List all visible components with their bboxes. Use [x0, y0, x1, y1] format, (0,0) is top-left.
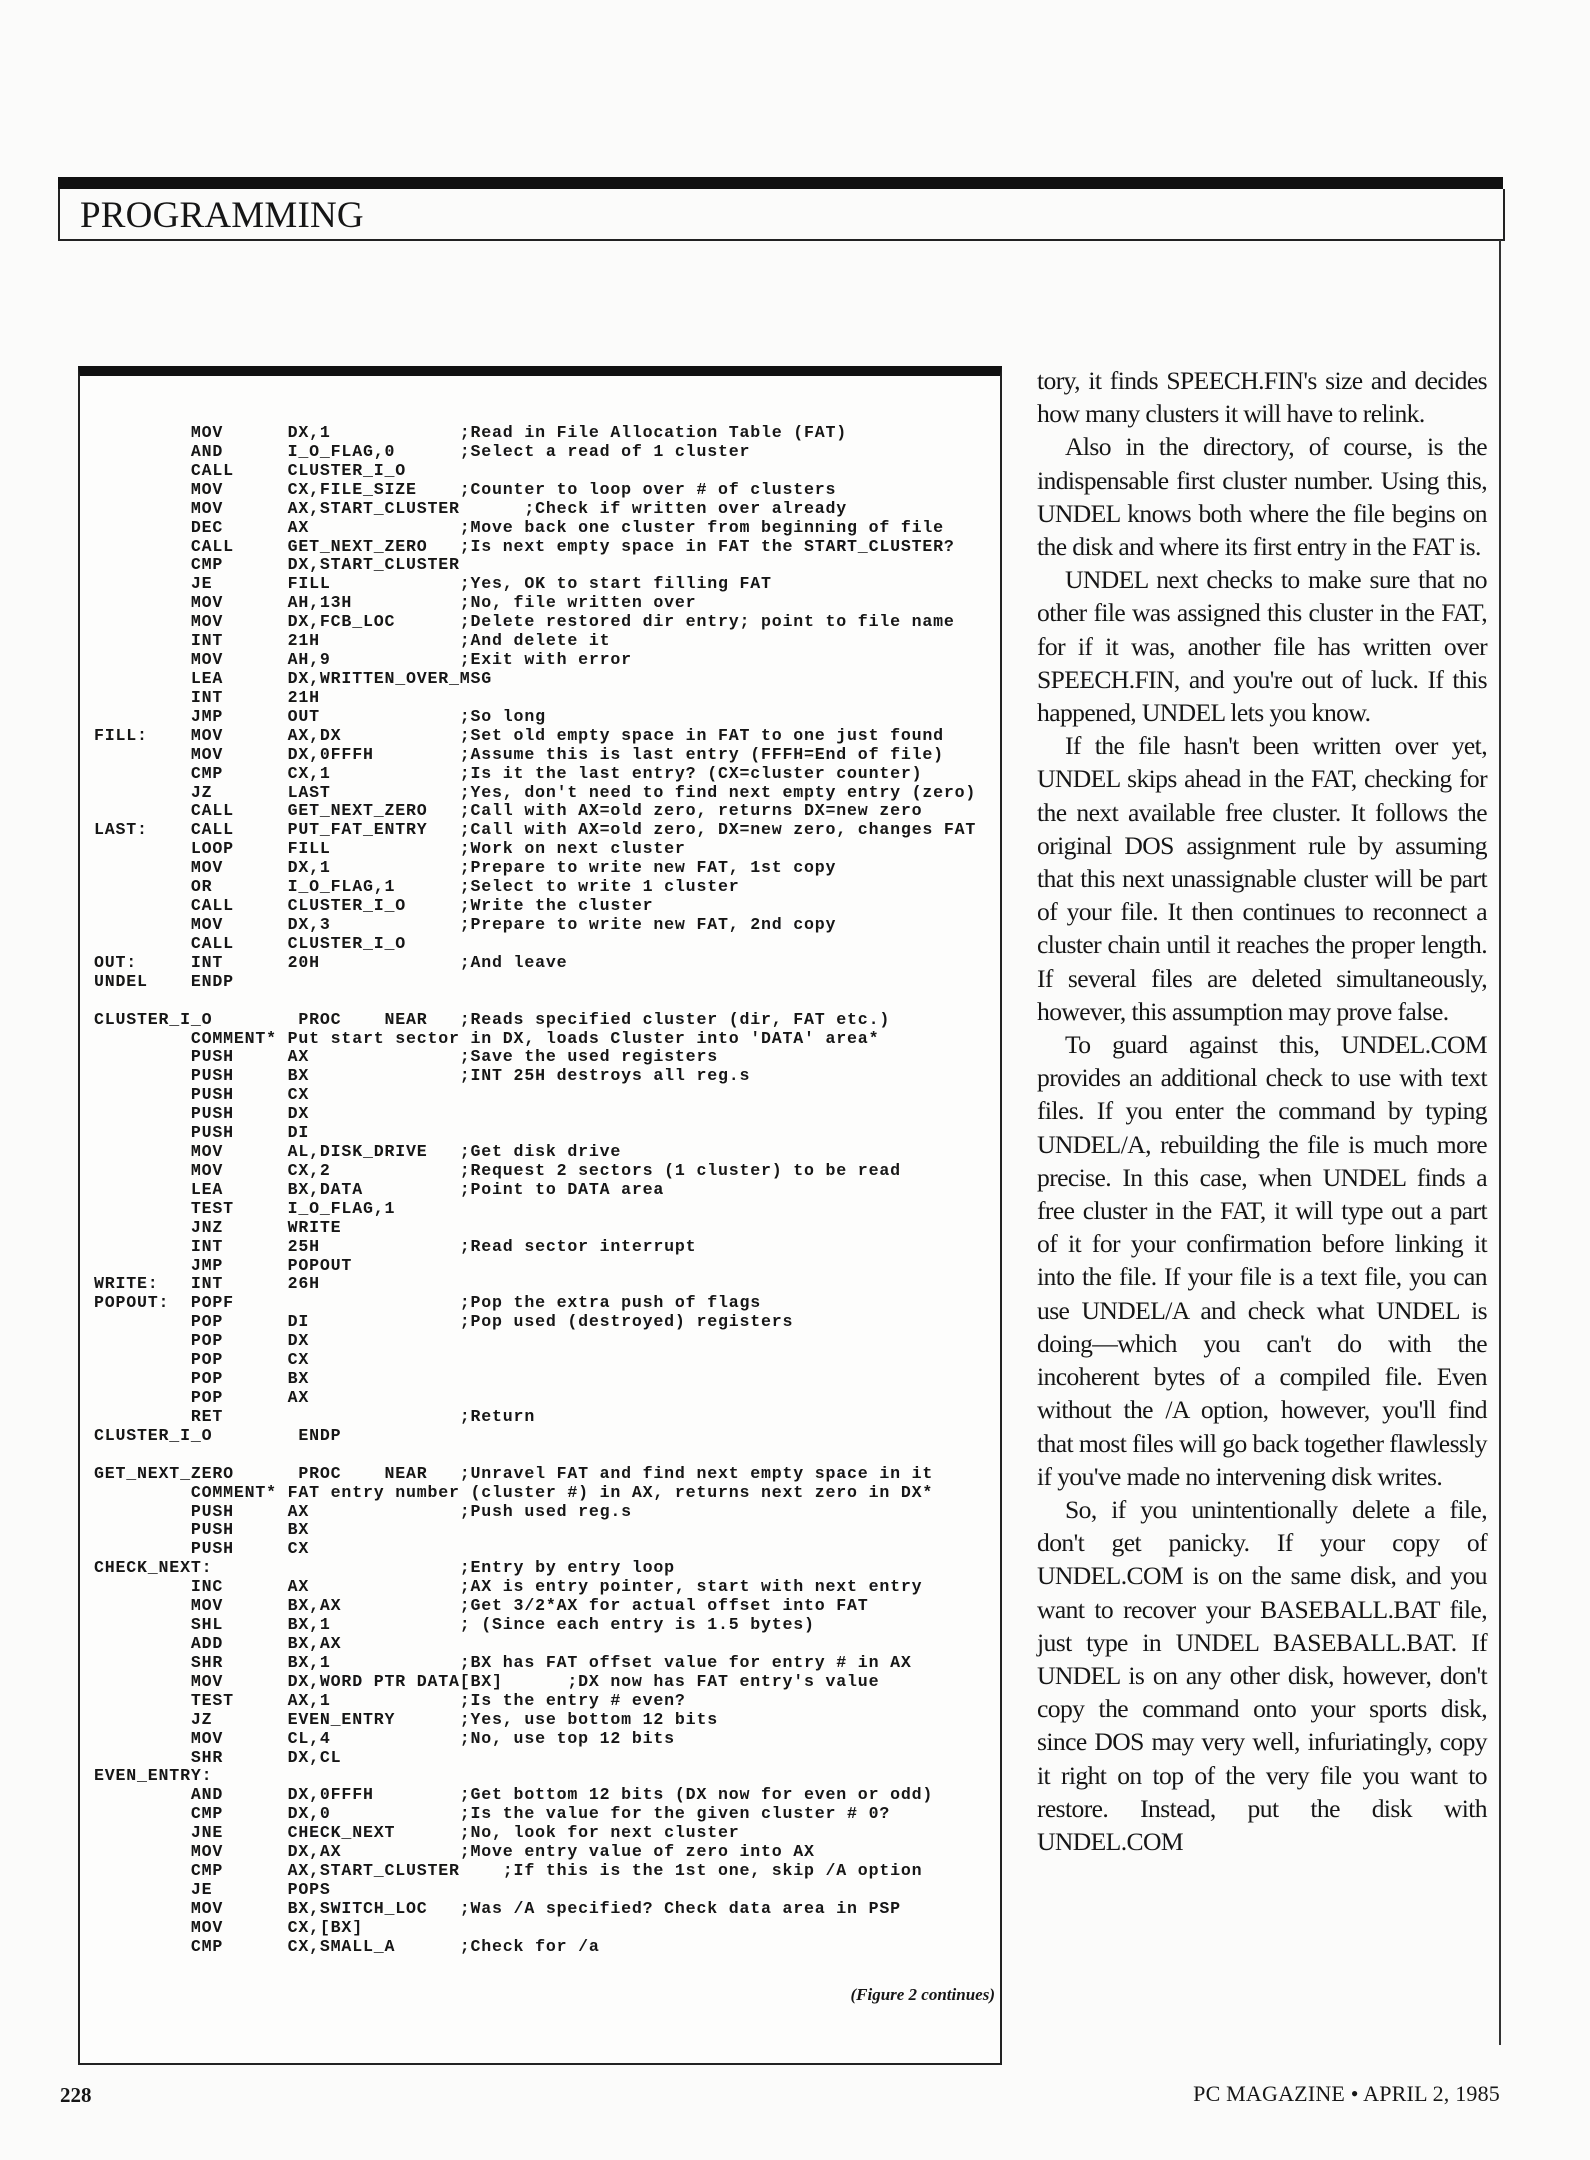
- code-listing: MOV DX,1 ;Read in File Allocation Table (FAT) AND I_O_FLAG,0 ;Select a read of 1 cluster CALL CLUSTER_I_O MOV CX,FILE_SIZE ;Counter to loop over # of clusters MOV AX,START_CLUSTER ;Check if written over already DEC AX ;Move back one cluster from beginning of file CALL GET_NEXT_ZERO ;Is next empty space in FAT the START_CLUSTER? CMP DX,START_CLUSTER JE FILL ;Yes, OK to start filling FAT MOV AH,13H ;No, file written over MOV DX,FCB_LOC ;Delete restored dir entry; point to file name INT 21H ;And delete it MOV AH,9 ;Exit with error LEA DX,WRITTEN_OVER_MSG INT 21H JMP OUT ;So long FILL: MOV AX,DX ;Set old empty space in FAT to one just found MOV DX,0FFFH ;Assume this is last entry (FFFH=End of file) CMP CX,1 ;Is it the last entry? (CX=cluster counter) JZ LAST ;Yes, don't need to find next empty entry (zero) CALL GET_NEXT_ZERO ;Call with AX=old zero, returns DX=new zero LAST: CALL PUT_FAT_ENTRY ;Call with AX=old zero, DX=new zero, changes FAT LOOP FILL ;Work on next cluster MOV DX,1 ;Prepare to write new FAT, 1st copy OR I_O_FLAG,1 ;Select to write 1 cluster CALL CLUSTER_I_O ;Write the cluster MOV DX,3 ;Prepare to write new FAT, 2nd copy CALL CLUSTER_I_O OUT: INT 20H ;And leave UNDEL ENDP CLUSTER_I_O PROC NEAR ;Reads specified cluster (dir, FAT etc.) COMMENT* Put start sector in DX, loads Cluster into 'DATA' area* PUSH AX ;Save the used registers PUSH BX ;INT 25H destroys all reg.s PUSH CX PUSH DX PUSH DI MOV AL,DISK_DRIVE ;Get disk drive MOV CX,2 ;Request 2 sectors (1 cluster) to be read LEA BX,DATA ;Point to DATA area TEST I_O_FLAG,1 JNZ WRITE INT 25H ;Read sector interrupt JMP POPOUT WRITE: INT 26H POPOUT: POPF ;Pop the extra push of flags POP DI ;Pop used (destroyed) registers POP DX POP CX POP BX POP AX RET ;Return CLUSTER_I_O ENDP GET_NEXT_ZERO PROC NEAR ;Unravel FAT and find next empty space in it COMMENT* FAT entry number (cluster #) in AX, returns next zero in DX* PUSH AX ;Push used reg.s PUSH BX PUSH CX CHECK_NEXT: ;Entry by entry loop INC AX ;AX is entry pointer, start with next entry MOV BX,AX ;Get 3/2*AX for actual offset into FAT SHL BX,1 ; (Since each entry is 1.5 bytes) ADD BX,AX SHR BX,1 ;BX has FAT offset value for entry # in AX MOV DX,WORD PTR DATA[BX] ;DX now has FAT entry's value TEST AX,1 ;Is the entry # even? JZ EVEN_ENTRY ;Yes, use bottom 12 bits MOV CL,4 ;No, use top 12 bits SHR DX,CL EVEN_ENTRY: AND DX,0FFFH ;Get bottom 12 bits (DX now for even or odd) CMP DX,0 ;Is the value for the given cluster # 0? JNE CHECK_NEXT ;No, look for next cluster MOV DX,AX ;Move entry value of zero into AX CMP AX,START_CLUSTER ;If this is the 1st one, skip /A option JE POPS MOV BX,SWITCH_LOC ;Was /A specified? Check data area in PSP MOV CX,[BX] CMP CX,SMALL_A ;Check for /a: [94, 423, 977, 1956]
- paragraph: To guard against this, UNDEL.COM provides an additional check to use with text files. If you enter the command by typing UNDEL/A, rebuilding the file is much more precise. In this case, when UNDEL finds a free cluster in the FAT, it will type out a part of it for your confirmation before linking it into the file. If your file is a text file, you can use UNDEL/A and check what UNDEL is doing—which you can't do with the incoherent bytes of a compiled file. Even without the /A option, however, you'll find that most files will go back together flawlessly if you've made no intervening disk writes.: [1037, 1030, 1487, 1491]
- header-rule: [58, 177, 1503, 189]
- magazine-footer: PC MAGAZINE • APRIL 2, 1985: [1193, 2081, 1500, 2106]
- column-rule: [1499, 240, 1501, 2045]
- paragraph: So, if you unintentionally delete a file, don't get panicky. If your copy of UNDEL.COM is on the same disk, and you want to recover your BASEBALL.BAT file, just type in UNDEL BASEBALL.BAT. If UNDEL is on any other disk, however, don't copy the command onto your sports disk, since DOS may very well, infuriatingly, copy it right on top of the very file you want to restore. Instead, put the disk with UNDEL.COM: [1037, 1494, 1487, 1856]
- page-number: 228: [60, 2083, 92, 2107]
- paragraph: UNDEL next checks to make sure that no other file was assigned this cluster in the FAT, for if it was, another file has written over SPEECH.FIN, and you're out of luck. If this happened, UNDEL lets you know.: [1037, 565, 1487, 728]
- paragraph: If the file hasn't been written over yet, UNDEL skips ahead in the FAT, checking for the next available free cluster. It follows the original DOS assignment rule by assuming that this next unassignable cluster will be part of your file. It then continues to reconnect a cluster chain until it reaches the proper length. If several files are deleted simultaneously, however, this assumption may prove false.: [1037, 731, 1487, 1026]
- figure-continues-note: (Figure 2 continues): [850, 1985, 995, 2004]
- paragraph: tory, it finds SPEECH.FIN's size and decides how many clusters it will have to relink.: [1037, 366, 1487, 429]
- paragraph: Also in the directory, of course, is the indispensable first cluster number. Using this, UNDEL knows both where the file begins on the disk and where its first entry in the FAT is.: [1037, 432, 1487, 562]
- article-column: [1037, 364, 1487, 1858]
- section-title: PROGRAMMING: [80, 195, 364, 236]
